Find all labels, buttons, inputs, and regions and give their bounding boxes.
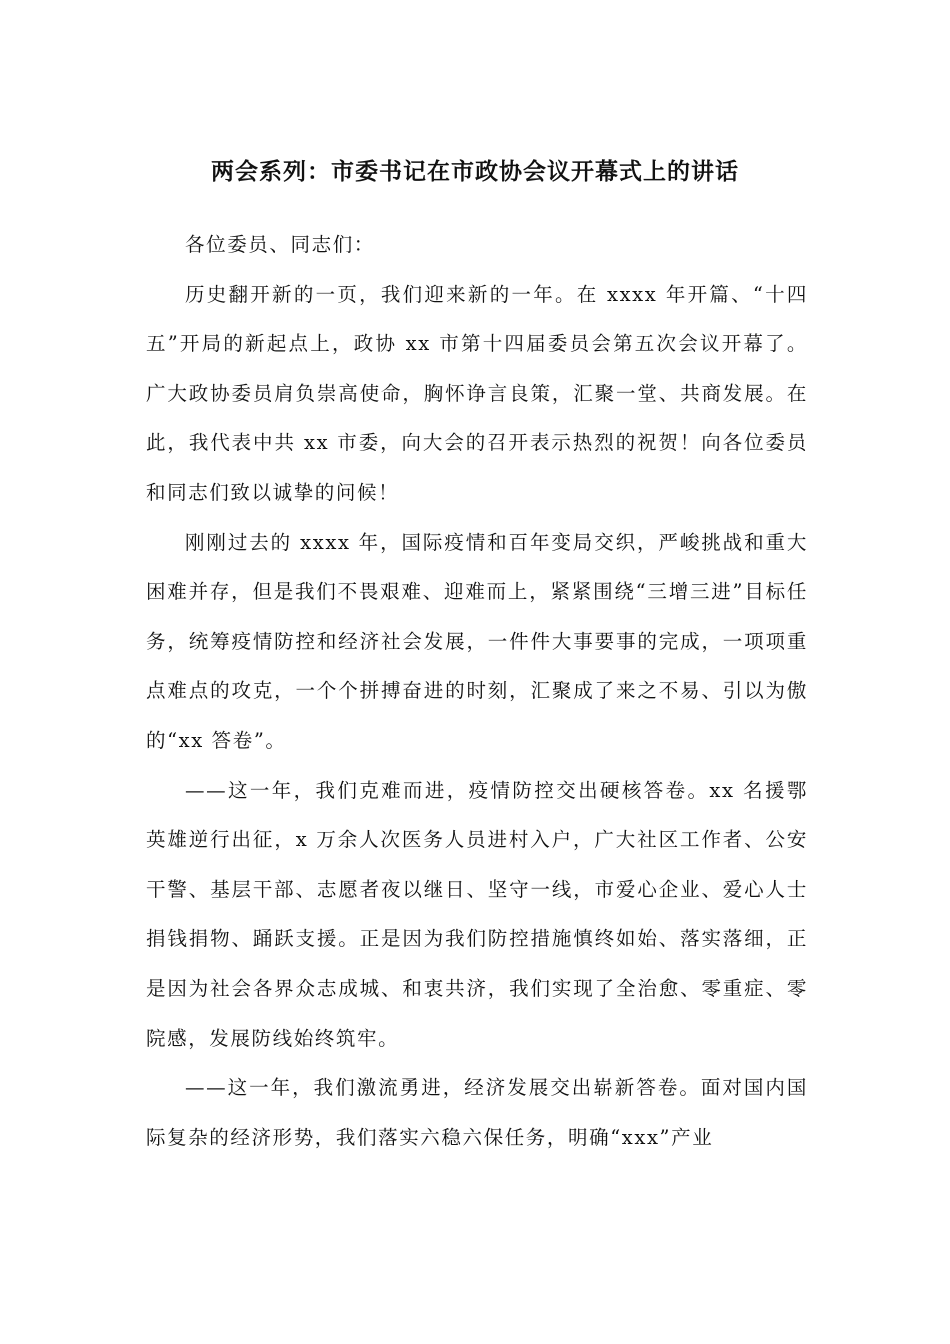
body-paragraph: 刚刚过去的 xxxx 年，国际疫情和百年变局交织，严峻挑战和重大困难并存，但是我们不畏艰难、迎难而上，紧紧围绕“三增三进”目标任务，统筹疫情防控和经济社会发展，一件件大事要事的完成，一项项重点难点的攻克，一个个拼搏奋进的时刻，汇聚成了来之不易、引以为傲的“xx 答卷”。 [146,530,808,752]
body-paragraph: ——这一年，我们激流勇进，经济发展交出崭新答卷。面对国内国际复杂的经济形势，我们落实六稳六保任务，明确“xxx”产业 [146,1076,808,1149]
document-body [146,220,808,1162]
body-paragraph: ——这一年，我们克难而进，疫情防控交出硬核答卷。xx 名援鄂英雄逆行出征，x 万余人次医务人员进村入户，广大社区工作者、公安干警、基层干部、志愿者夜以继日、坚守一线，市爱心企业、爱心人士捐钱捐物、踊跃支援。正是因为我们防控措施慎终如始、落实落细，正是因为社会各界众志成城、和衷共济，我们实现了全治愈、零重症、零院感，发展防线始终筑牢。 [146,778,808,1050]
document-title: 两会系列：市委书记在市政协会议开幕式上的讲话 [211,159,739,185]
body-paragraph: 历史翻开新的一页，我们迎来新的一年。在 xxxx 年开篇、“十四五”开局的新起点上，政协 xx 市第十四届委员会第五次会议开幕了。广大政协委员肩负崇高使命，胸怀诤言良策，汇聚一堂、共商发展。在此，我代表中共 xx 市委，向大会的召开表示热烈的祝贺！向各位委员和同志们致以诚挚的问候！ [146,282,808,504]
salutation-paragraph: 各位委员、同志们： [185,233,375,256]
